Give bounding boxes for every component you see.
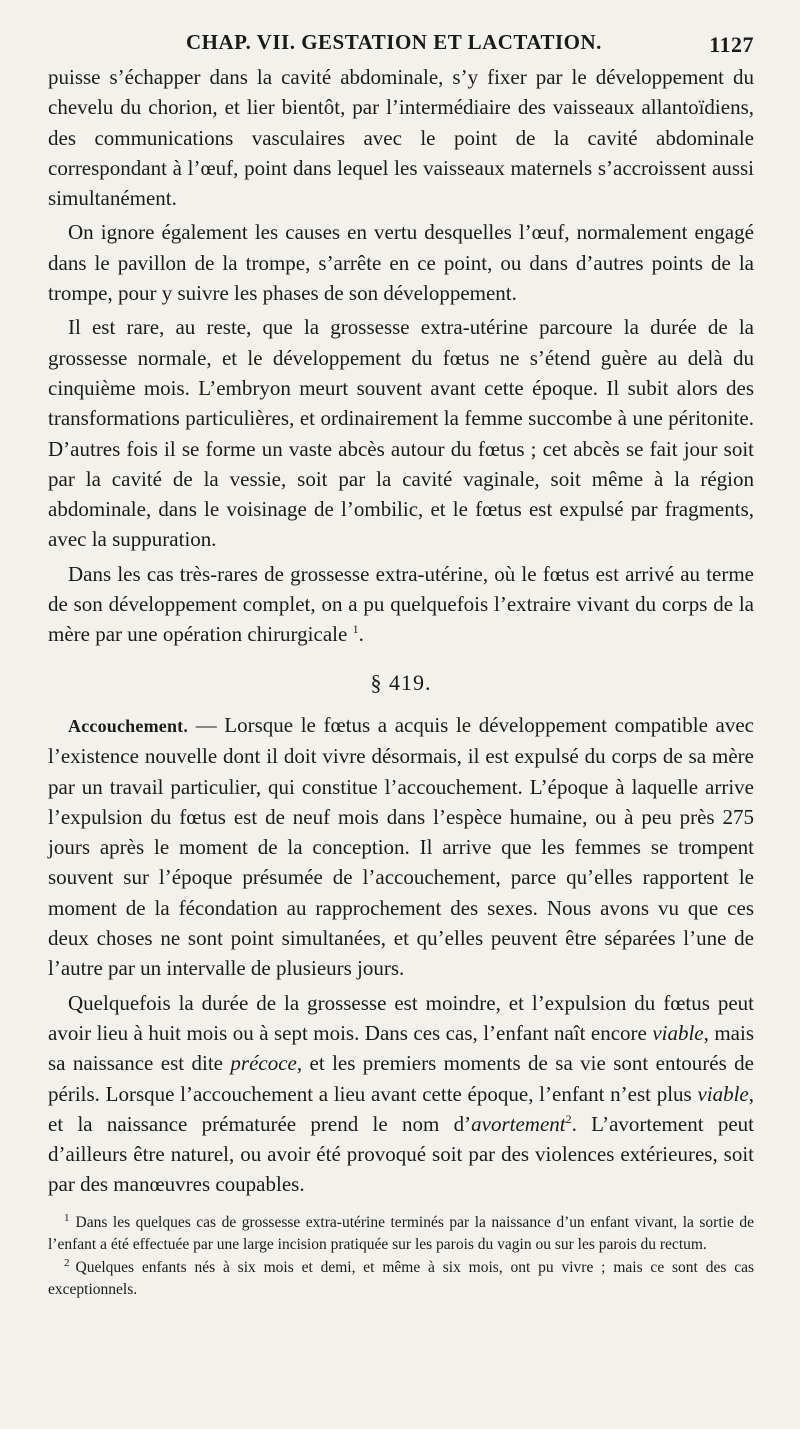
paragraph-cause-unknown: On ignore également les causes en vertu desquelles l’œuf, normalement engagé dans le pavillon de la trompe, s’arrête en ce point, ou dans d’autres points de la trompe, pour y suivre les phases de son développement. [48, 220, 754, 306]
paragraph-accouchement [48, 710, 754, 984]
paragraph-extraction: Dans les cas très-rares de grossesse extra-utérine, où le fœtus est arrivé au terme de son développement complet, on a pu quelquefois l’extraire vivant du corps de la mère par une opération chirurgicale $^1$. [48, 561, 754, 647]
footnote-text-2: Quelques enfants nés à six mois et demi, et même à six mois, ont pu vivre ; mais ce sont des cas exceptionnels. [48, 1258, 754, 1299]
paragraph-accouchement-text: — Lorsque le fœtus a acquis le développement compatible avec l’existence nouvelle dont il doit vivre désormais, il est expulsé du corps de sa mère par un travail particulier, qui constitue l’accouchement. L’époque à laquelle arrive l’expulsion du fœtus est de neuf mois dans l’espèce humaine, ou à peu près 275 jours après le moment de la conception. Il arrive que les femmes se trompent souvent sur l’époque présumée de l’accouchement, parce qu’elles rapportent le moment de la fécondation au rapprochement des sexes. Nous avons vu que ces deux choses ne sont point simultanées, et qu’elles peuvent être séparées l’une de l’autre par un intervalle de plusieurs jours. [48, 712, 754, 981]
running-head [48, 28, 754, 62]
section-number: § 419. [370, 669, 432, 695]
term-viable-2: viable [697, 1081, 749, 1106]
footnote-ref-2[interactable]: 2 [565, 1111, 572, 1126]
footnote-mark-1: 1 [64, 1211, 70, 1224]
premature-text-d: , et la naissance prématurée prend le nom d’ [48, 1081, 754, 1136]
paragraph-duration: Il est rare, au reste, que la grossesse extra-utérine parcoure la durée de la grossesse normale, et le développement du fœtus ne s’étend guère au delà du cinquième mois. L’embryon meurt souvent avant cette époque. Il subit alors des transformations particulières, et ordinairement la femme succombe à une péritonite. D’autres fois il se forme un vaste abcès autour du fœtus ; cet abcès se fait jour soit par la cavité de la vessie, soit par la cavité vaginale, soit même à la région abdominale, dans le voisinage de l’ombilic, et le fœtus est expulsé par fragments, avec la suppuration. [48, 315, 754, 552]
page-number: 1127 [709, 32, 754, 57]
footnote-mark-2: 2 [64, 1256, 70, 1269]
premature-text-e: . L’avortement peut d’ailleurs être naturel, ou avoir été provoqué soit par des violences extérieures, soit par des manœuvres coupables. [48, 1111, 754, 1197]
footnote-ref-1[interactable]: 1 [352, 622, 359, 637]
paragraph-premature [48, 988, 754, 1200]
footnote-1 [48, 1212, 754, 1257]
body-text [48, 62, 754, 1200]
running-title: CHAP. VII. GESTATION ET LACTATION. [186, 30, 602, 54]
paragraph-continuation: puisse s’échapper dans la cavité abdominale, s’y fixer par le développement du chevelu du chorion, et lier bientôt, par l’intermédiaire des vaisseaux allantoïdiens, des communications vasculaires avec le point de la cavité abdominale correspondant à l’œuf, point dans lequel les vaisseaux maternels s’accroissent aussi simultanément. [48, 65, 754, 211]
footnote-2 [48, 1257, 754, 1302]
footnote-text-1: Dans les quelques cas de grossesse extra-utérine terminés par la naissance d’un enfant vivant, la sortie de l’enfant a été effectuée par une large incision pratiquée sur les parois du vagin ou sur les parois du rectum. [48, 1213, 754, 1254]
paragraph-extraction-text: Dans les cas très-rares de grossesse extra-utérine, où le fœtus est arrivé au terme de son développement complet, on a pu quelquefois l’extraire vivant du corps de la mère par une opération chirurgicale [48, 561, 754, 647]
term-precoce: précoce [230, 1051, 297, 1076]
premature-text-c: , et les premiers moments de sa vie sont entourés de périls. Lorsque l’accouchement a lieu avant cette époque, l’enfant n’est plus [48, 1051, 755, 1106]
term-avortement: avortement [471, 1111, 566, 1136]
footnotes [48, 1212, 754, 1302]
term-viable: viable [652, 1020, 704, 1045]
premature-text-a: Quelquefois la durée de la grossesse est moindre, et l’expulsion du fœtus peut avoir lieu à huit mois ou à sept mois. Dans ces cas, l’enfant naît encore [48, 990, 754, 1045]
run-in-heading: Accouchement. [68, 715, 189, 736]
premature-text-b: , mais sa naissance est dite [48, 1020, 754, 1076]
